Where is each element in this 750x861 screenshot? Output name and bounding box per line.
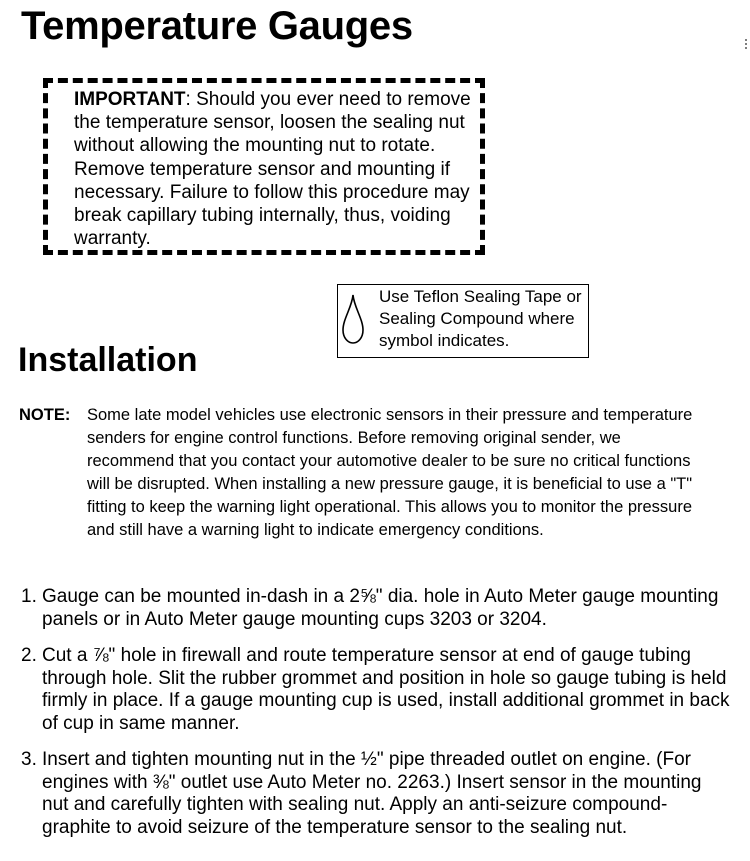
note-label: NOTE: (19, 406, 71, 424)
step-number: 1. (21, 586, 37, 607)
droplet-icon (340, 293, 366, 345)
step-number: 2. (21, 645, 37, 666)
note-text: Some late model vehicles use electronic sensors in their pressure and temperature senders for engine control functions. Before removing original sender, we recommend that you contact your automotive dealer to be sure no critical functions will be disrupted. When installing a new pressure gauge, it is beneficial to use a "T" fitting to keep the warning light operational. This allows you to monitor the pressure and still have a warning light to indicate emergency conditions. (87, 406, 693, 539)
dots-icon (743, 38, 749, 50)
step-2 (21, 645, 731, 735)
important-text: : Should you ever need to remove the temperature sensor, loosen the sealing nut without allowing the mounting nut to rotate. Remove temperature sensor and mounting if necessary. Failure to follow this procedure may break capillary tubing internally, thus, voiding warranty. (74, 89, 471, 250)
step-text: Insert and tighten mounting nut in the ½" pipe threaded outlet on engine. (For engines with ⅜" outlet use Auto Meter no. 2263.) Insert sensor in the mounting nut and carefully tighten with sealing nut. Apply an anti-seizure compound-graphite to avoid seizure of the temperature sensor to the sealing nut. (42, 749, 702, 838)
step-1 (21, 586, 731, 631)
fraction: ½" (361, 749, 384, 770)
step-3 (21, 749, 731, 839)
important-callout (74, 88, 474, 250)
fraction: ⅜" (152, 771, 176, 793)
important-label: IMPORTANT (74, 89, 186, 110)
fraction: ⅞" (92, 645, 116, 666)
installation-heading: Installation (18, 341, 198, 379)
step-text: Cut a ⅞" hole in firewall and route temperature sensor at end of gauge tubing through hole. Slit the rubber grommet and position in hole so gauge tubing is held firmly in place. If a gauge mounting cup is used, install additional grommet in back of cup in same manner. (42, 645, 730, 734)
fraction: ⅝" (359, 586, 383, 607)
page-title: Temperature Gauges (21, 4, 413, 48)
step-number: 3. (21, 749, 37, 770)
teflon-note-text: Use Teflon Sealing Tape or Sealing Compound where symbol indicates. (379, 287, 582, 350)
step-text: Gauge can be mounted in-dash in a 2⅝" dia. hole in Auto Meter gauge mounting panels or in Auto Meter gauge mounting cups 3203 or 3204. (42, 586, 719, 630)
